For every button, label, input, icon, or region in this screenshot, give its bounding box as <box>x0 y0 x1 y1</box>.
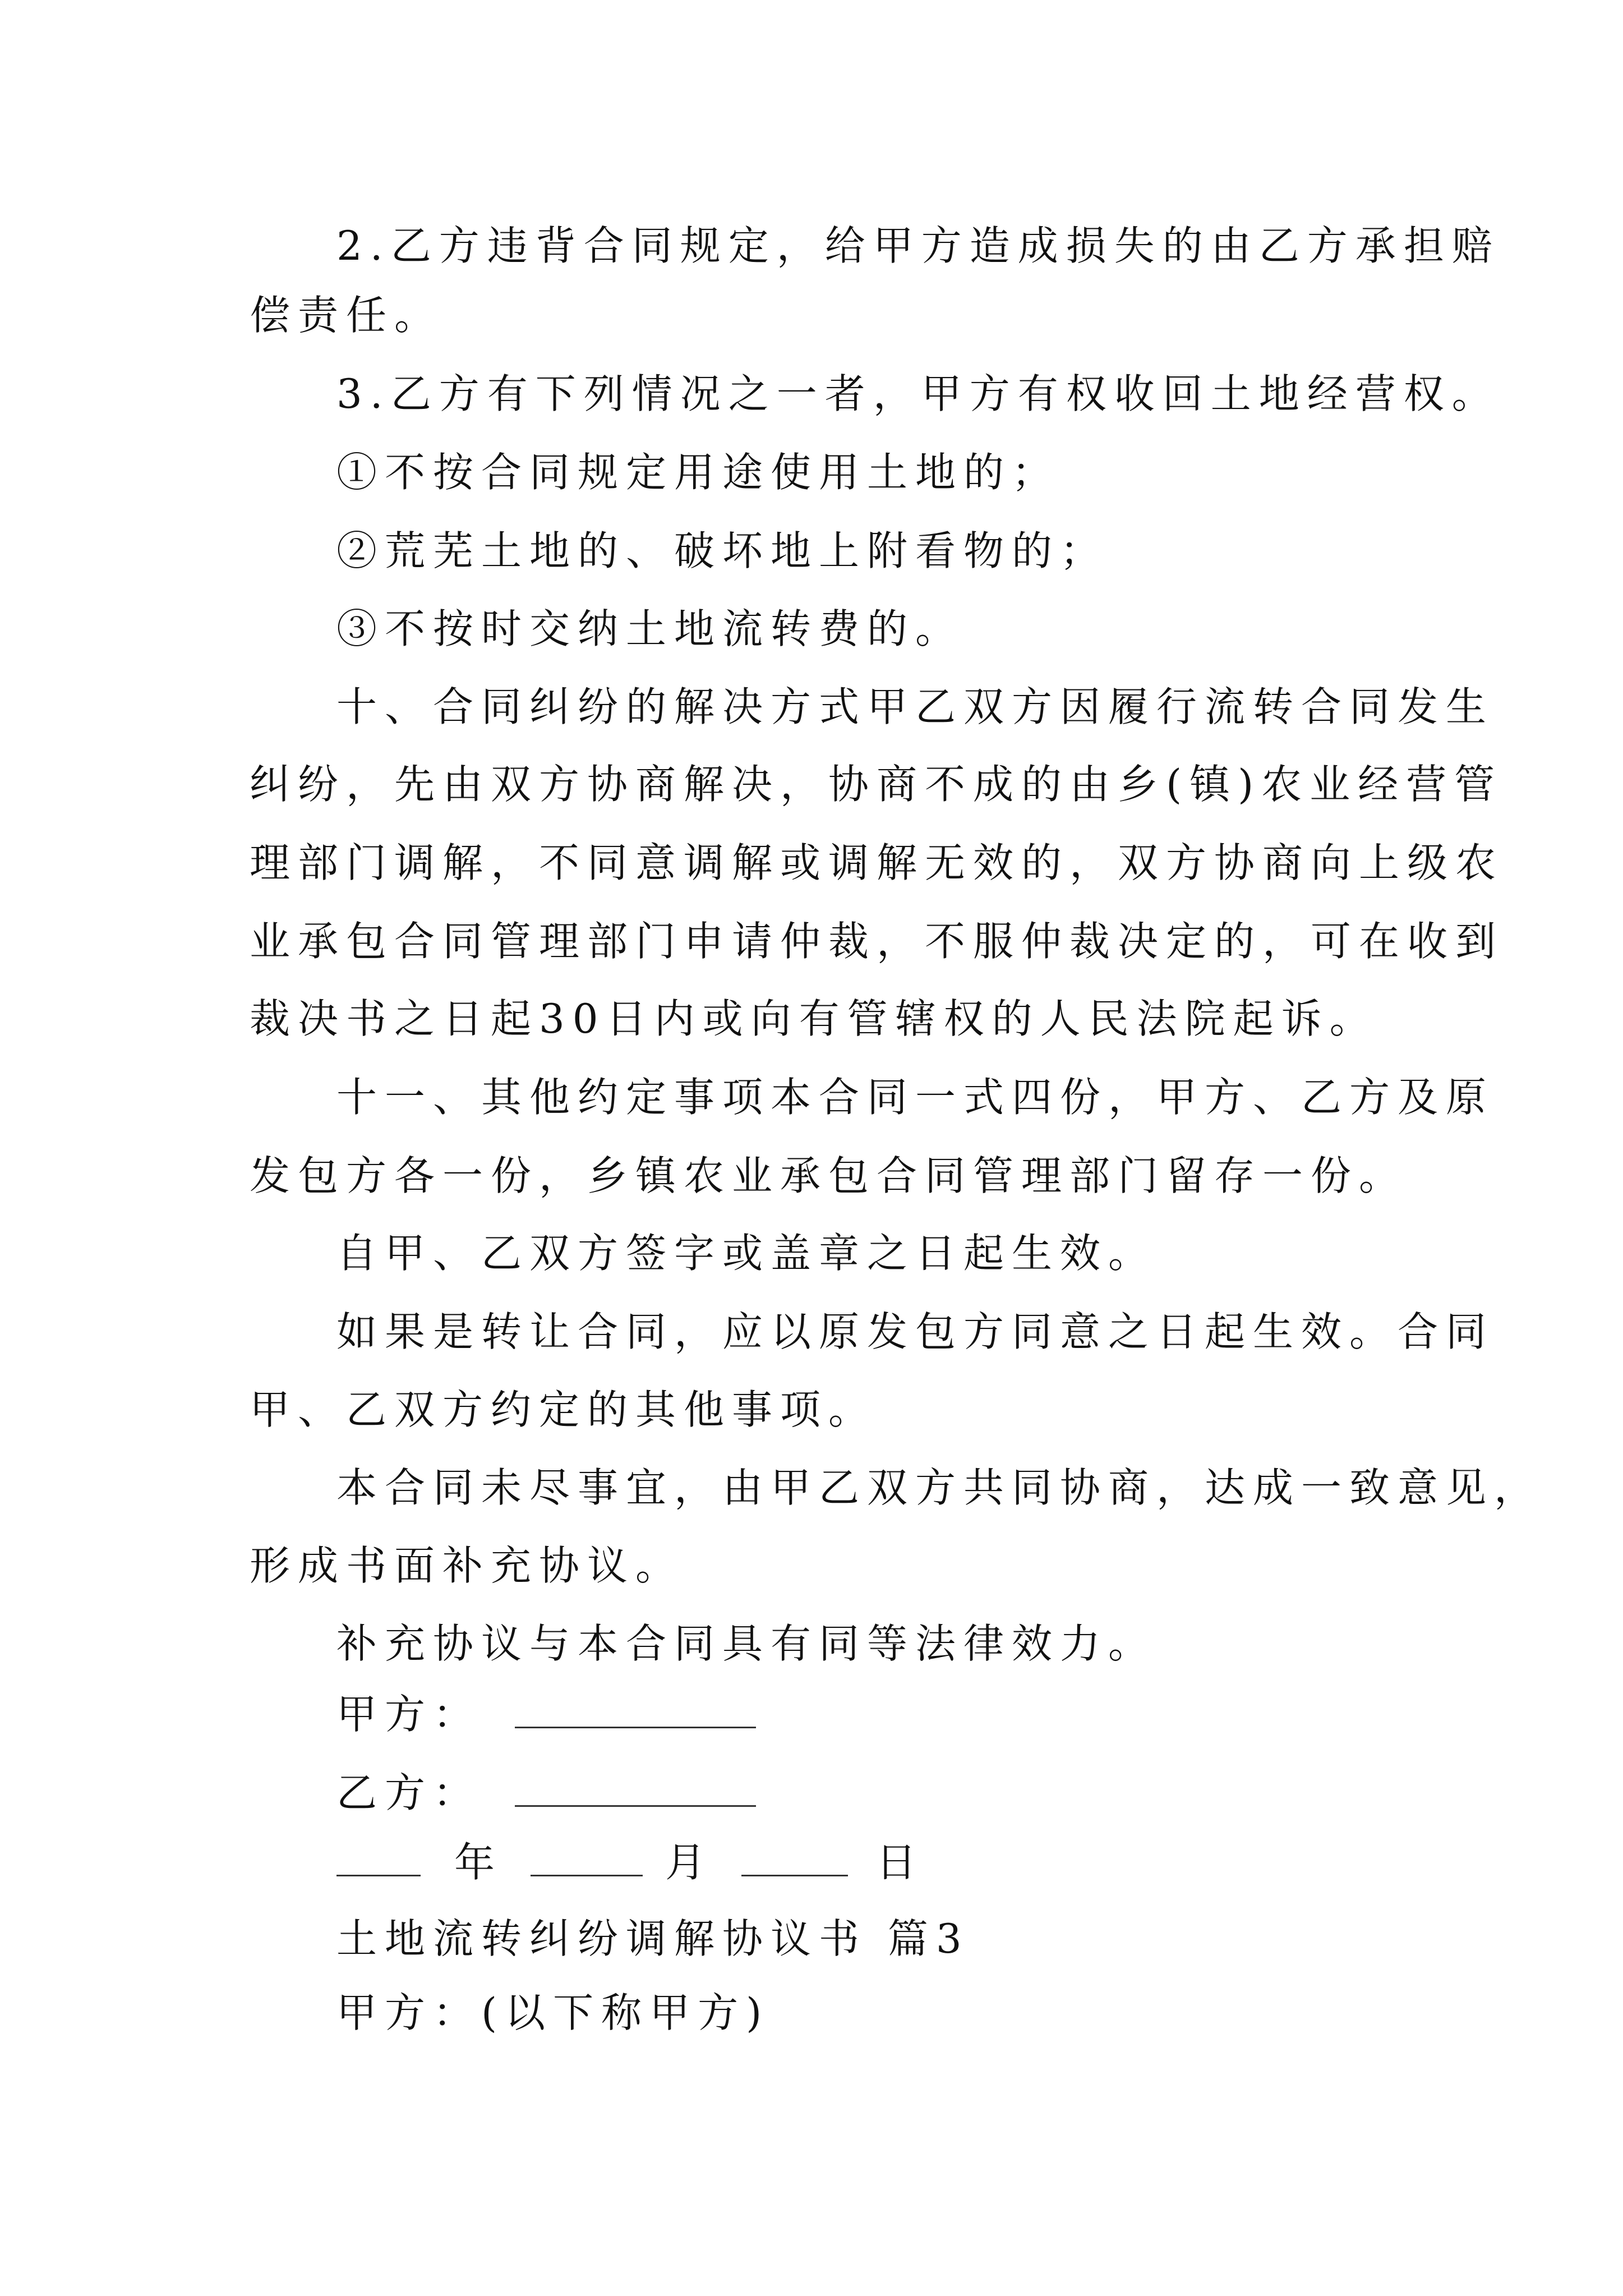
list-item: ②荒芜土地的、破坏地上附看物的； <box>336 527 1109 574</box>
paragraph-line: 业承包合同管理部门申请仲裁，不服仲裁决定的，可在收到 <box>250 918 1504 965</box>
paragraph-line: 纠纷，先由双方协商解决，协商不成的由乡(镇)农业经营管 <box>250 761 1503 808</box>
paragraph-line: 甲、乙双方约定的其他事项。 <box>250 1386 877 1433</box>
paragraph-line: 十一、其他约定事项本合同一式四份，甲方、乙方及原 <box>336 1074 1495 1121</box>
date-line <box>336 1834 1405 1890</box>
paragraph-line: 自甲、乙双方签字或盖章之日起生效。 <box>336 1230 1157 1277</box>
paragraph-line: 裁决书之日起30日内或向有管辖权的人民法院起诉。 <box>250 995 1378 1042</box>
paragraph-line: 偿责任。 <box>250 292 443 339</box>
year-blank <box>336 1841 421 1876</box>
party-b-signature-line <box>336 1765 1405 1821</box>
day-blank <box>741 1841 848 1876</box>
paragraph-line: 理部门调解，不同意调解或调解无效的，双方协商向上级农 <box>250 839 1504 886</box>
section-heading: 土地流转纠纷调解协议书 篇3 <box>336 1915 970 1962</box>
list-item: ①不按合同规定用途使用土地的； <box>336 449 1061 496</box>
party-a-blank <box>515 1693 756 1728</box>
year-label: 年 <box>454 1839 503 1886</box>
party-a-label: 甲方： <box>336 1691 482 1738</box>
month-label: 月 <box>665 1839 714 1886</box>
paragraph-line: 补充协议与本合同具有同等法律效力。 <box>336 1620 1157 1667</box>
paragraph-line: 十、合同纠纷的解决方式甲乙双方因履行流转合同发生 <box>336 683 1495 730</box>
paragraph-line: 3.乙方有下列情况之一者，甲方有权收回土地经营权。 <box>336 370 1500 417</box>
paragraph-line: 甲方：(以下称甲方) <box>336 1989 770 2036</box>
paragraph-line: 2.乙方违背合同规定，给甲方造成损失的由乙方承担赔 <box>336 222 1500 269</box>
month-blank <box>531 1841 643 1876</box>
party-b-label: 乙方： <box>336 1769 482 1816</box>
party-a-signature-line <box>336 1686 1405 1742</box>
paragraph-line: 本合同未尽事宜，由甲乙双方共同协商，达成一致意见， <box>336 1464 1543 1511</box>
day-label: 日 <box>876 1839 925 1886</box>
party-b-blank <box>515 1772 756 1807</box>
paragraph-line: 形成书面补充协议。 <box>250 1542 684 1589</box>
paragraph-line: 如果是转让合同，应以原发包方同意之日起生效。合同 <box>336 1308 1495 1355</box>
list-item: ③不按时交纳土地流转费的。 <box>336 605 964 652</box>
paragraph-line: 发包方各一份，乡镇农业承包合同管理部门留存一份。 <box>250 1152 1408 1199</box>
